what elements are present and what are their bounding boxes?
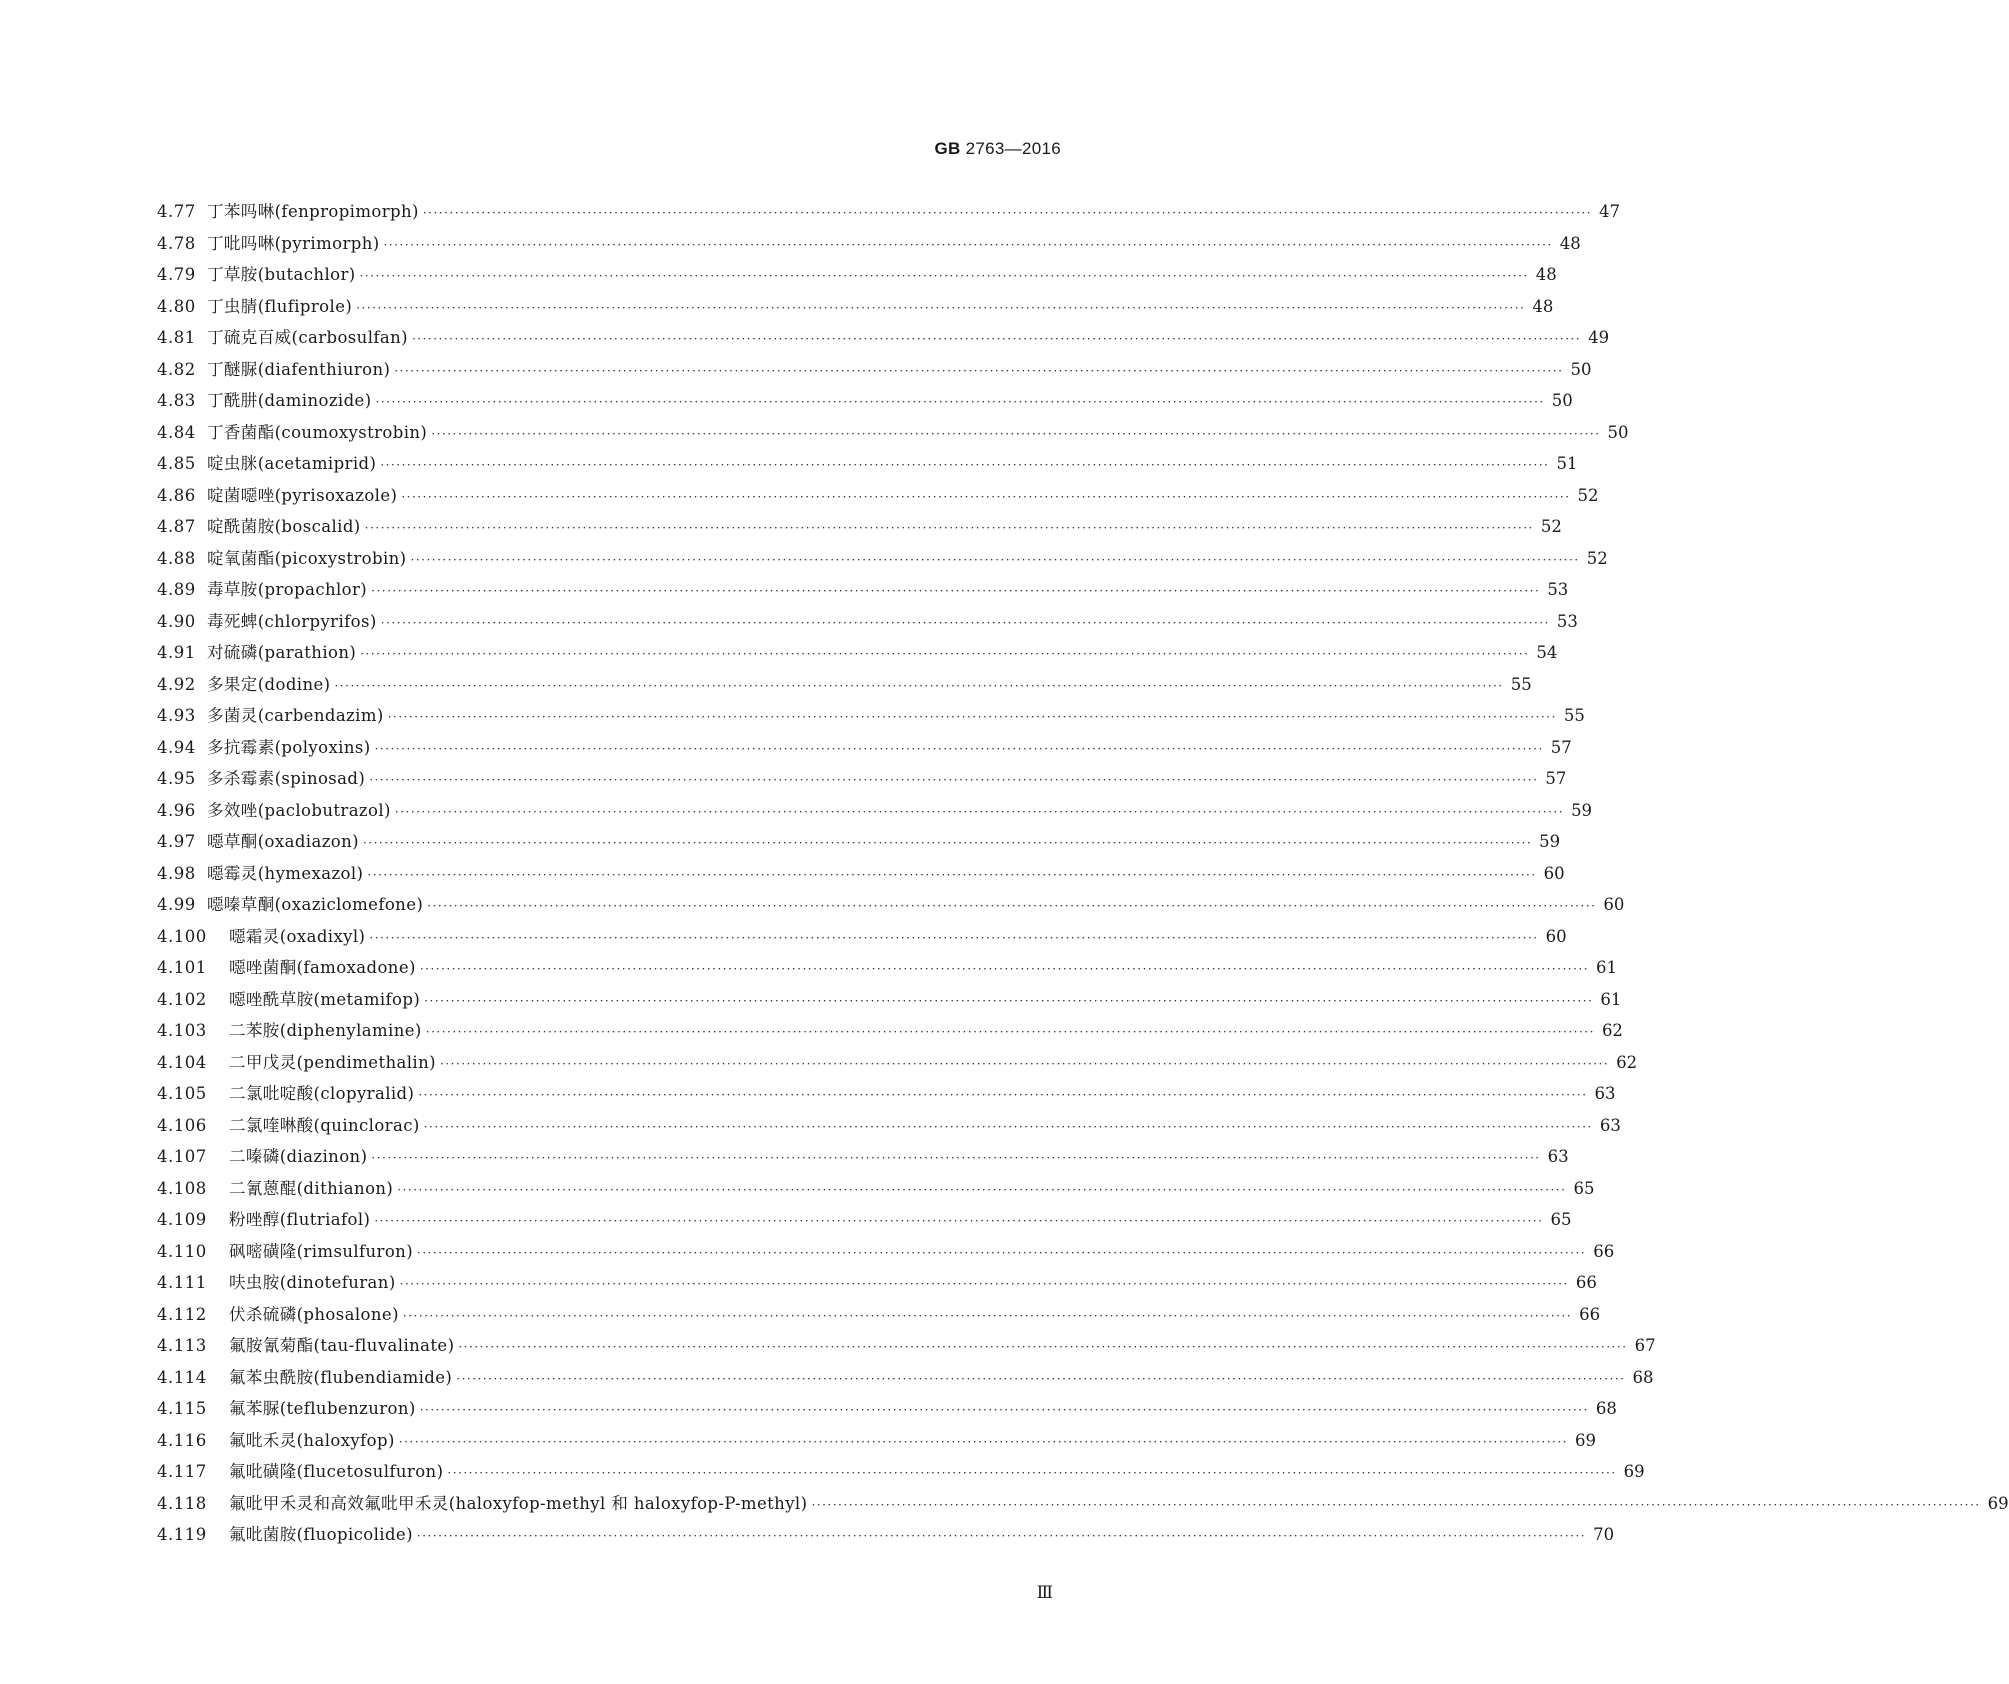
toc-entry-number: 4.85 <box>157 454 196 473</box>
table-of-contents <box>157 196 2009 1551</box>
toc-entry[interactable] <box>157 228 1581 260</box>
toc-entry-title: 二氰蒽醌(dithianon) <box>229 1178 394 1198</box>
toc-dot-leader: ···························································································································································································································· <box>419 1403 1589 1417</box>
toc-entry-title: 噁唑酰草胺(metamifop) <box>229 989 421 1009</box>
toc-entry-title: 噁草酮(oxadiazon) <box>207 832 359 851</box>
toc-dot-leader: ···························································································································································································································· <box>399 1277 1569 1291</box>
toc-dot-leader: ···························································································································································································································· <box>371 1151 1541 1165</box>
toc-entry-page: 50 <box>1551 391 1573 410</box>
toc-entry[interactable] <box>157 354 1592 386</box>
toc-entry-title: 多果定(dodine) <box>207 674 331 694</box>
toc-entry-title: 丁苯吗啉(fenpropimorph) <box>207 202 419 221</box>
toc-entry-page: 66 <box>1575 1273 1597 1292</box>
toc-entry-number: 4.106 <box>157 1115 207 1135</box>
toc-entry-page: 59 <box>1571 800 1593 820</box>
toc-dot-leader: ···························································································································································································································· <box>375 395 1545 409</box>
toc-entry-title: 二甲戊灵(pendimethalin) <box>229 1052 436 1072</box>
toc-entry-title: 二氯喹啉酸(quinclorac) <box>229 1115 420 1135</box>
toc-entry[interactable] <box>157 858 1565 890</box>
page-number: Ⅲ <box>1036 1583 1053 1603</box>
toc-entry-page: 68 <box>1595 1399 1617 1418</box>
toc-entry[interactable] <box>157 448 1578 480</box>
toc-dot-leader: ···························································································································································································································· <box>359 269 1529 283</box>
toc-entry-page: 69 <box>1623 1462 1645 1481</box>
toc-entry[interactable] <box>157 1267 1597 1299</box>
toc-entry[interactable] <box>157 574 1569 606</box>
toc-dot-leader: ···························································································································································································································· <box>374 1214 1544 1228</box>
toc-entry-title: 氟胺氰菊酯(tau-fluvalinate) <box>229 1336 455 1355</box>
toc-entry-title: 二苯胺(diphenylamine) <box>229 1021 422 1040</box>
toc-dot-leader: ···························································································································································································································· <box>424 993 1594 1008</box>
toc-dot-leader: ···························································································································································································································· <box>364 521 1534 535</box>
toc-entry-number: 4.81 <box>157 328 196 347</box>
toc-dot-leader: ···························································································································································································································· <box>401 489 1571 504</box>
toc-dot-leader: ···························································································································································································································· <box>410 552 1580 567</box>
toc-entry-page: 50 <box>1607 422 1629 442</box>
toc-entry-title: 多效唑(paclobutrazol) <box>207 800 391 820</box>
toc-entry[interactable] <box>157 322 1610 354</box>
toc-entry-number: 4.101 <box>157 958 207 977</box>
toc-entry-page: 63 <box>1547 1147 1569 1166</box>
toc-dot-leader: ···························································································································································································································· <box>416 1529 1587 1543</box>
toc-entry-page: 65 <box>1550 1210 1572 1229</box>
toc-entry-number: 4.89 <box>157 580 196 599</box>
toc-entry-page: 61 <box>1600 989 1622 1009</box>
toc-entry[interactable] <box>157 1078 1616 1110</box>
toc-entry-title: 砜嘧磺隆(rimsulfuron) <box>229 1241 414 1261</box>
toc-entry-page: 48 <box>1532 296 1554 316</box>
toc-entry-title: 噁嗪草酮(oxaziclomefone) <box>207 895 424 914</box>
toc-dot-leader: ···························································································································································································································· <box>383 237 1553 252</box>
toc-entry-page: 60 <box>1603 895 1625 914</box>
toc-entry-title: 噁霉灵(hymexazol) <box>207 863 364 883</box>
toc-entry[interactable] <box>157 1047 1638 1079</box>
toc-entry[interactable] <box>157 1204 1572 1236</box>
toc-entry-page: 57 <box>1545 769 1567 788</box>
toc-entry-number: 4.117 <box>157 1462 207 1481</box>
toc-entry[interactable] <box>157 417 1629 449</box>
toc-entry-number: 4.113 <box>157 1336 207 1355</box>
toc-entry-page: 48 <box>1535 265 1557 284</box>
toc-dot-leader: ···························································································································································································································· <box>423 1119 1593 1134</box>
toc-entry[interactable] <box>157 1330 1656 1362</box>
toc-dot-leader: ···························································································································································································································· <box>402 1308 1573 1323</box>
toc-entry-page: 50 <box>1570 359 1592 379</box>
toc-dot-leader: ···························································································································································································································· <box>334 678 1504 693</box>
toc-entry-page: 69 <box>1987 1493 2009 1513</box>
toc-entry[interactable] <box>157 921 1567 953</box>
toc-dot-leader: ···························································································································································································································· <box>360 647 1530 661</box>
toc-entry-number: 4.82 <box>157 359 196 379</box>
toc-dot-leader: ···························································································································································································································· <box>374 741 1544 756</box>
toc-entry-number: 4.95 <box>157 769 196 788</box>
toc-entry-number: 4.105 <box>157 1084 207 1103</box>
toc-dot-leader: ···························································································································································································································· <box>397 1182 1567 1197</box>
toc-entry-title: 丁草胺(butachlor) <box>207 265 356 284</box>
toc-dot-leader: ···························································································································································································································· <box>418 1088 1588 1102</box>
toc-entry-number: 4.92 <box>157 674 196 694</box>
toc-entry-number: 4.84 <box>157 422 196 442</box>
toc-entry-title: 啶氧菌酯(picoxystrobin) <box>207 548 407 568</box>
toc-entry-title: 噁唑菌酮(famoxadone) <box>229 958 416 977</box>
toc-entry-title: 丁醚脲(diafenthiuron) <box>207 359 391 379</box>
toc-dot-leader: ···························································································································································································································· <box>431 426 1601 441</box>
toc-entry-title: 丁虫腈(flufiprole) <box>207 296 353 316</box>
toc-entry-title: 氟吡菌胺(fluopicolide) <box>229 1525 413 1544</box>
toc-entry-page: 53 <box>1547 580 1569 599</box>
toc-entry-page: 62 <box>1616 1052 1638 1072</box>
toc-entry-title: 多杀霉素(spinosad) <box>207 769 366 788</box>
toc-dot-leader: ···························································································································································································································· <box>398 1434 1568 1449</box>
toc-entry-page: 60 <box>1545 926 1567 946</box>
toc-entry-title: 多菌灵(carbendazim) <box>207 706 384 725</box>
toc-dot-leader: ···························································································································································································································· <box>380 458 1550 472</box>
toc-entry-number: 4.83 <box>157 391 196 410</box>
toc-entry-page: 66 <box>1593 1241 1615 1261</box>
toc-entry-page: 66 <box>1579 1304 1601 1324</box>
toc-entry-number: 4.78 <box>157 233 196 253</box>
toc-entry[interactable] <box>157 1362 1654 1394</box>
toc-entry-page: 61 <box>1596 958 1618 977</box>
toc-entry-page: 67 <box>1634 1336 1656 1355</box>
toc-entry[interactable] <box>157 480 1599 512</box>
toc-entry[interactable] <box>157 952 1618 984</box>
toc-entry-page: 65 <box>1573 1178 1595 1198</box>
toc-entry-title: 呋虫胺(dinotefuran) <box>229 1273 396 1292</box>
toc-entry-page: 55 <box>1563 706 1585 725</box>
toc-entry-page: 47 <box>1599 202 1621 221</box>
toc-entry[interactable] <box>157 984 1622 1016</box>
toc-entry-page: 60 <box>1543 863 1565 883</box>
toc-dot-leader: ···························································································································································································································· <box>419 962 1590 976</box>
standard-number: 2763—2016 <box>965 139 1061 158</box>
toc-entry-number: 4.104 <box>157 1052 207 1072</box>
toc-dot-leader: ···························································································································································································································· <box>439 1056 1610 1071</box>
toc-entry-number: 4.116 <box>157 1430 207 1450</box>
toc-entry-title: 毒死蜱(chlorpyrifos) <box>207 611 377 631</box>
toc-entry-title: 啶酰菌胺(boscalid) <box>207 517 361 536</box>
toc-entry-page: 70 <box>1593 1525 1615 1544</box>
toc-entry-number: 4.100 <box>157 926 207 946</box>
toc-entry-number: 4.93 <box>157 706 196 725</box>
toc-entry-number: 4.110 <box>157 1241 207 1261</box>
toc-dot-leader: ···························································································································································································································· <box>367 867 1537 882</box>
toc-entry[interactable] <box>157 1299 1601 1331</box>
toc-entry-number: 4.114 <box>157 1367 207 1387</box>
toc-entry-title: 丁硫克百威(carbosulfan) <box>207 328 408 347</box>
toc-dot-leader: ···························································································································································································································· <box>369 773 1539 787</box>
toc-entry-number: 4.111 <box>157 1273 207 1292</box>
toc-entry-page: 48 <box>1559 233 1581 253</box>
toc-entry[interactable] <box>157 1141 1569 1173</box>
toc-entry-number: 4.115 <box>157 1399 207 1418</box>
toc-entry-page: 53 <box>1556 611 1578 631</box>
toc-entry[interactable] <box>157 1519 1615 1551</box>
toc-entry-number: 4.96 <box>157 800 196 820</box>
toc-dot-leader: ···························································································································································································································· <box>447 1466 1617 1480</box>
toc-entry-title: 氟吡磺隆(flucetosulfuron) <box>229 1462 444 1481</box>
toc-entry[interactable] <box>157 669 1532 701</box>
toc-entry-page: 52 <box>1577 485 1599 505</box>
toc-entry-number: 4.88 <box>157 548 196 568</box>
toc-entry[interactable] <box>157 1173 1595 1205</box>
document-code <box>935 139 1061 159</box>
toc-entry-number: 4.112 <box>157 1304 207 1324</box>
toc-entry[interactable] <box>157 1110 1621 1142</box>
toc-entry-page: 54 <box>1536 643 1558 662</box>
toc-entry-page: 63 <box>1594 1084 1616 1103</box>
toc-entry-number: 4.97 <box>157 832 196 851</box>
toc-entry-title: 啶菌噁唑(pyrisoxazole) <box>207 485 398 505</box>
toc-entry[interactable] <box>157 732 1572 764</box>
toc-entry-number: 4.119 <box>157 1525 207 1544</box>
toc-dot-leader: ···························································································································································································································· <box>362 836 1533 850</box>
toc-dot-leader: ···························································································································································································································· <box>422 206 1593 220</box>
toc-entry-number: 4.108 <box>157 1178 207 1198</box>
toc-entry-title: 丁吡吗啉(pyrimorph) <box>207 233 380 253</box>
toc-entry-number: 4.118 <box>157 1493 207 1513</box>
toc-entry-number: 4.90 <box>157 611 196 631</box>
toc-entry-title: 对硫磷(parathion) <box>207 643 357 662</box>
toc-entry-page: 55 <box>1510 674 1532 694</box>
toc-entry[interactable] <box>157 1488 2009 1520</box>
toc-entry-title: 二嗪磷(diazinon) <box>229 1147 368 1166</box>
toc-dot-leader: ···························································································································································································································· <box>369 930 1539 945</box>
toc-entry-title: 噁霜灵(oxadixyl) <box>229 926 366 946</box>
toc-entry[interactable] <box>157 543 1608 575</box>
toc-entry-number: 4.98 <box>157 863 196 883</box>
toc-entry-title: 伏杀硫磷(phosalone) <box>229 1304 399 1324</box>
toc-entry-title: 粉唑醇(flutriafol) <box>229 1210 371 1229</box>
toc-entry-page: 62 <box>1601 1021 1623 1040</box>
toc-entry[interactable] <box>157 291 1554 323</box>
toc-entry[interactable] <box>157 795 1593 827</box>
toc-dot-leader: ···························································································································································································································· <box>458 1340 1628 1354</box>
toc-entry[interactable] <box>157 259 1557 291</box>
toc-entry-page: 59 <box>1539 832 1561 851</box>
toc-dot-leader: ···························································································································································································································· <box>371 584 1541 598</box>
toc-entry-page: 52 <box>1586 548 1608 568</box>
toc-entry-number: 4.86 <box>157 485 196 505</box>
toc-entry[interactable] <box>157 889 1625 921</box>
toc-entry[interactable] <box>157 196 1621 228</box>
toc-entry-page: 68 <box>1632 1367 1654 1387</box>
toc-entry-page: 51 <box>1556 454 1578 473</box>
toc-entry-number: 4.103 <box>157 1021 207 1040</box>
toc-entry[interactable] <box>157 1236 1615 1268</box>
toc-dot-leader: ···························································································································································································································· <box>811 1497 1981 1512</box>
toc-entry-page: 69 <box>1574 1430 1596 1450</box>
toc-entry[interactable] <box>157 606 1578 638</box>
toc-entry-title: 多抗霉素(polyoxins) <box>207 737 371 757</box>
toc-entry-number: 4.102 <box>157 989 207 1009</box>
toc-entry-title: 二氯吡啶酸(clopyralid) <box>229 1084 415 1103</box>
toc-entry-number: 4.87 <box>157 517 196 536</box>
toc-entry-title: 丁香菌酯(coumoxystrobin) <box>207 422 428 442</box>
toc-entry[interactable] <box>157 1393 1617 1425</box>
toc-entry-title: 毒草胺(propachlor) <box>207 580 368 599</box>
toc-entry-page: 57 <box>1550 737 1572 757</box>
toc-entry-title: 氟苯脲(teflubenzuron) <box>229 1399 416 1418</box>
toc-dot-leader: ···························································································································································································································· <box>394 804 1565 819</box>
toc-entry-title: 氟苯虫酰胺(flubendiamide) <box>229 1367 453 1387</box>
toc-entry[interactable] <box>157 763 1567 795</box>
toc-dot-leader: ···························································································································································································································· <box>356 300 1526 315</box>
standard-prefix: GB <box>934 139 961 158</box>
toc-dot-leader: ···························································································································································································································· <box>456 1371 1626 1386</box>
toc-entry-number: 4.91 <box>157 643 196 662</box>
toc-entry-title: 氟吡甲禾灵和高效氟吡甲禾灵(haloxyfop-methyl 和 haloxyfop-P-methyl) <box>229 1493 808 1513</box>
toc-entry[interactable] <box>157 826 1561 858</box>
toc-entry-number: 4.77 <box>157 202 196 221</box>
toc-dot-leader: ···························································································································································································································· <box>380 615 1550 630</box>
toc-entry-title: 氟吡禾灵(haloxyfop) <box>229 1430 395 1450</box>
toc-dot-leader: ···························································································································································································································· <box>394 363 1564 378</box>
toc-entry-title: 啶虫脒(acetamiprid) <box>207 454 377 473</box>
toc-entry[interactable] <box>157 511 1562 543</box>
toc-entry-number: 4.99 <box>157 895 196 914</box>
toc-entry-page: 63 <box>1599 1115 1621 1135</box>
toc-dot-leader: ···························································································································································································································· <box>425 1025 1595 1039</box>
toc-dot-leader: ···························································································································································································································· <box>427 899 1597 913</box>
toc-entry-number: 4.107 <box>157 1147 207 1166</box>
toc-entry-title: 丁酰肼(daminozide) <box>207 391 372 410</box>
toc-dot-leader: ···························································································································································································································· <box>417 1245 1587 1260</box>
toc-entry-number: 4.79 <box>157 265 196 284</box>
toc-entry[interactable] <box>157 637 1558 669</box>
toc-entry-page: 52 <box>1540 517 1562 536</box>
toc-entry[interactable] <box>157 1015 1623 1047</box>
toc-entry-number: 4.94 <box>157 737 196 757</box>
toc-entry-number: 4.80 <box>157 296 196 316</box>
toc-entry[interactable] <box>157 385 1573 417</box>
toc-dot-leader: ···························································································································································································································· <box>387 710 1557 724</box>
toc-dot-leader: ···························································································································································································································· <box>411 332 1582 346</box>
toc-entry-page: 49 <box>1588 328 1610 347</box>
toc-entry[interactable] <box>157 1456 1645 1488</box>
toc-entry-number: 4.109 <box>157 1210 207 1229</box>
toc-entry[interactable] <box>157 1425 1596 1457</box>
toc-entry[interactable] <box>157 700 1585 732</box>
